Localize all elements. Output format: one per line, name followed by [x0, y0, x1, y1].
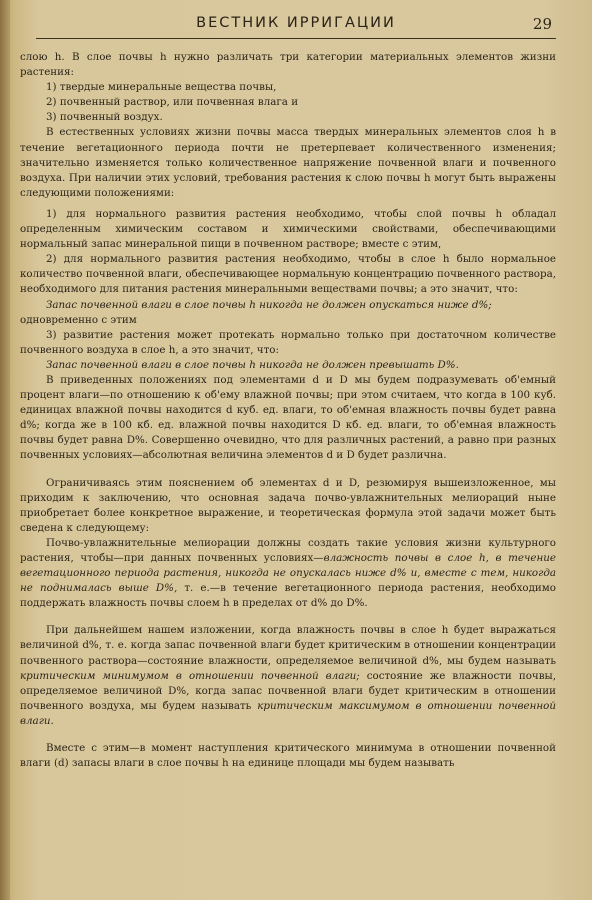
paragraph: Вместе с этим—в момент наступления критического минимума в отношении почвенной влаги (d) запасы влаги в слое почвы h на единице площади мы будем называть	[20, 742, 556, 770]
list-item: 3) почвенный воздух.	[46, 111, 163, 124]
paragraph: При дальнейшем нашем изложении, когда влажность почвы в слое h будет выражаться величиной d%, т. е. когда запас почвенной влаги будет критическим в отношении концентрации почвенного раствора—состояние влажности, определяемое величиной d%, мы будем называть критическим минимумом в отношении почвенной влаги; состояние же влажности почвы, определяемое величиной D%, когда запас почвенной влаги будет критическим в отношении почвенного воздуха, мы будем называть критическим максимумом в отношении почвенной влаги.	[20, 624, 556, 727]
requirement-1: 1) для нормального развития растения необходимо, чтобы слой почвы h обладал определенным химическим составом и химическими свойствами, обеспечивающими нормальный запас минеральной пищи в почвенном растворе; вместе с этим,	[20, 207, 556, 251]
page-number: 29	[532, 15, 552, 33]
requirement-2: 2) для нормального развития растения необходимо, чтобы в слое h было нормальное количество почвенной влаги, обеспечивающее нормальную концентрацию почвенного раствора, необходимого для питания растения минеральными веществами почвы; а это значит, что:	[20, 253, 556, 296]
paragraph: Почво-увлажнительные мелиорации должны создать такие условия жизни культурного растения, чтобы—при данных почвенных условиях—влажность почвы в слое h, в течение вегетационного периода растения, никогда не опускалась ниже d% и, вместе с тем, никогда не поднималась выше D%, т. е.—в течение вегетационного периода растения, необходимо поддержать влажность почвы слоем h в пределах от d% до D%.	[20, 536, 556, 610]
running-header	[36, 12, 556, 39]
paragraph: Ограничиваясь этим пояснением об элементах d и D, резюмируя вышеизложенное, мы приходим к заключению, что основная задача почво-увлажнительных мелиораций ныне приобретает более конкретное выражение, и теоретическая формула этой задачи может быть сведена к следующему:	[20, 476, 556, 534]
list-item: 1) твердые минеральные вещества почвы,	[46, 81, 277, 94]
page-spine-shadow	[0, 0, 10, 900]
article-body	[20, 50, 556, 771]
requirement-3: 3) развитие растения может протекать нормально только при достаточном количестве почвенного воздуха в слое h, а это значит, что:	[20, 328, 556, 356]
paragraph: В приведенных положениях под элементами d и D мы будем подразумевать об'емный процент влаги—по отношению к об'ему влажной почвы; при этом считаем, что когда в 100 куб. единицах влажной почвы находится d куб. ед. влаги, то об'емная влажность почвы будет равна d%; когда же в 100 кб. ед. влажной почвы находится D кб. ед. влаги, то об'емная влажность почвы будет равна D%. Совершенно очевидно, что для различных растений, а равно при разных почвенных условиях—абсолютная величина элементов d и D будет различна.	[20, 373, 556, 462]
paragraph: В естественных условиях жизни почвы масса твердых минеральных элементов слоя h в течение вегетационного периода почти не претерпевает количественного изменения; значительно изменяется только количественное напряжение почвенной влаги и почвенного воздуха. При наличии этих условий, требования растения к слою почвы h могут быть выражены следующими положениями:	[20, 126, 556, 199]
paragraph: слою h. В слое почвы h нужно различать три категории материальных элементов жизни растения:	[20, 51, 556, 79]
formula-min: Запас почвенной влаги в слое почвы h никогда не должен опускаться ниже d%;	[46, 298, 492, 311]
list-item: 2) почвенный раствор, или почвенная влага и	[46, 96, 299, 109]
paragraph: одновременно с этим	[20, 313, 137, 326]
journal-title: ВЕСТНИК ИРРИГАЦИИ	[196, 15, 396, 31]
formula-max: Запас почвенной влаги в слое почвы h никогда не должен превышать D%.	[46, 358, 459, 371]
